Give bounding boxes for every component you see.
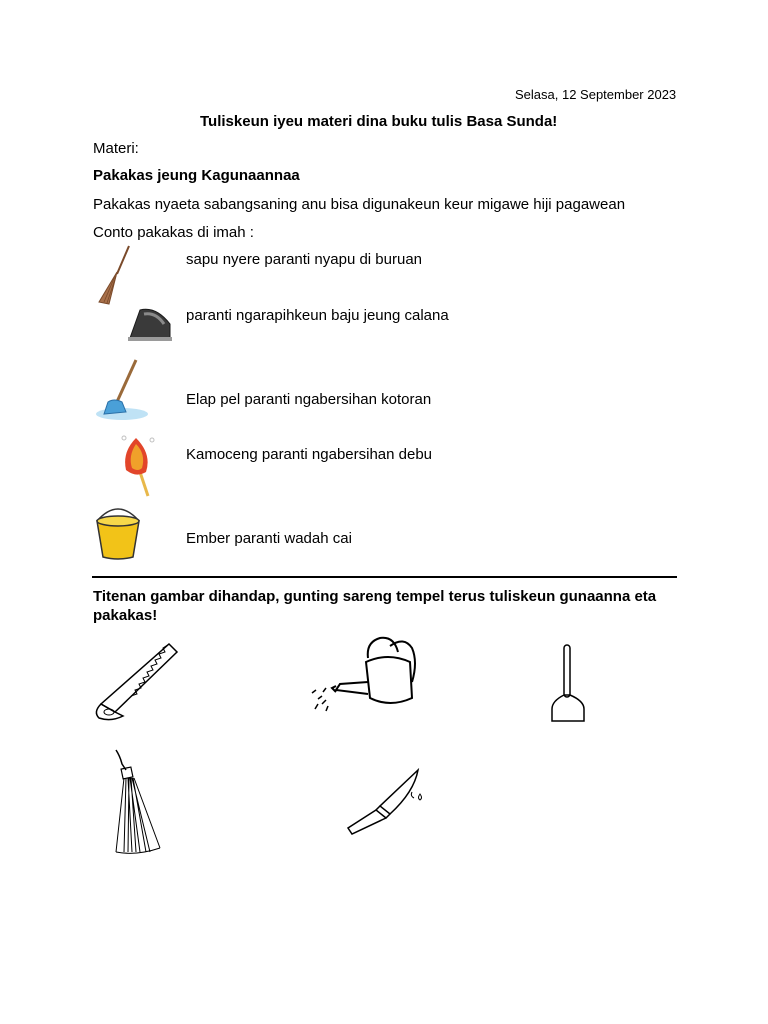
example-text-2: paranti ngarapihkeun baju jeung calana: [186, 307, 449, 324]
examples-intro: Conto pakakas di imah :: [93, 224, 254, 241]
instruction-heading: Tuliskeun iyeu materi dina buku tulis Basa Sunda!: [200, 113, 558, 130]
watering-can-icon: [308, 632, 428, 722]
definition-text: Pakakas nyaeta sabangsaning anu bisa digunakeun keur migawe hiji pagawean: [93, 196, 626, 213]
broom-icon: [95, 244, 135, 308]
mop-icon: [92, 358, 152, 424]
bucket-icon: [93, 503, 143, 561]
iron-icon: [126, 302, 176, 344]
feather-duster-icon: [118, 432, 158, 498]
section-divider: [92, 576, 677, 578]
example-text-4: Kamoceng paranti ngabersihan debu: [186, 446, 433, 463]
task-instruction-line2: pakakas!: [93, 607, 158, 624]
dustpan-icon: [548, 643, 588, 725]
saw-icon: [93, 640, 179, 722]
document-date: Selasa, 12 September 2023: [515, 87, 677, 102]
example-text-3: Elap pel paranti ngabersihan kotoran: [186, 391, 432, 408]
materi-label: Materi:: [93, 140, 139, 157]
broom-icon: [110, 748, 170, 858]
example-text-1: sapu nyere paranti nyapu di buruan: [186, 251, 423, 268]
knife-icon: [344, 768, 428, 838]
task-instruction-line1: Titenan gambar dihandap, gunting sareng tempel terus tuliskeun gunaanna eta: [93, 588, 657, 605]
example-text-5: Ember paranti wadah cai: [186, 530, 352, 547]
topic-title: Pakakas jeung Kagunaannaa: [93, 167, 300, 184]
